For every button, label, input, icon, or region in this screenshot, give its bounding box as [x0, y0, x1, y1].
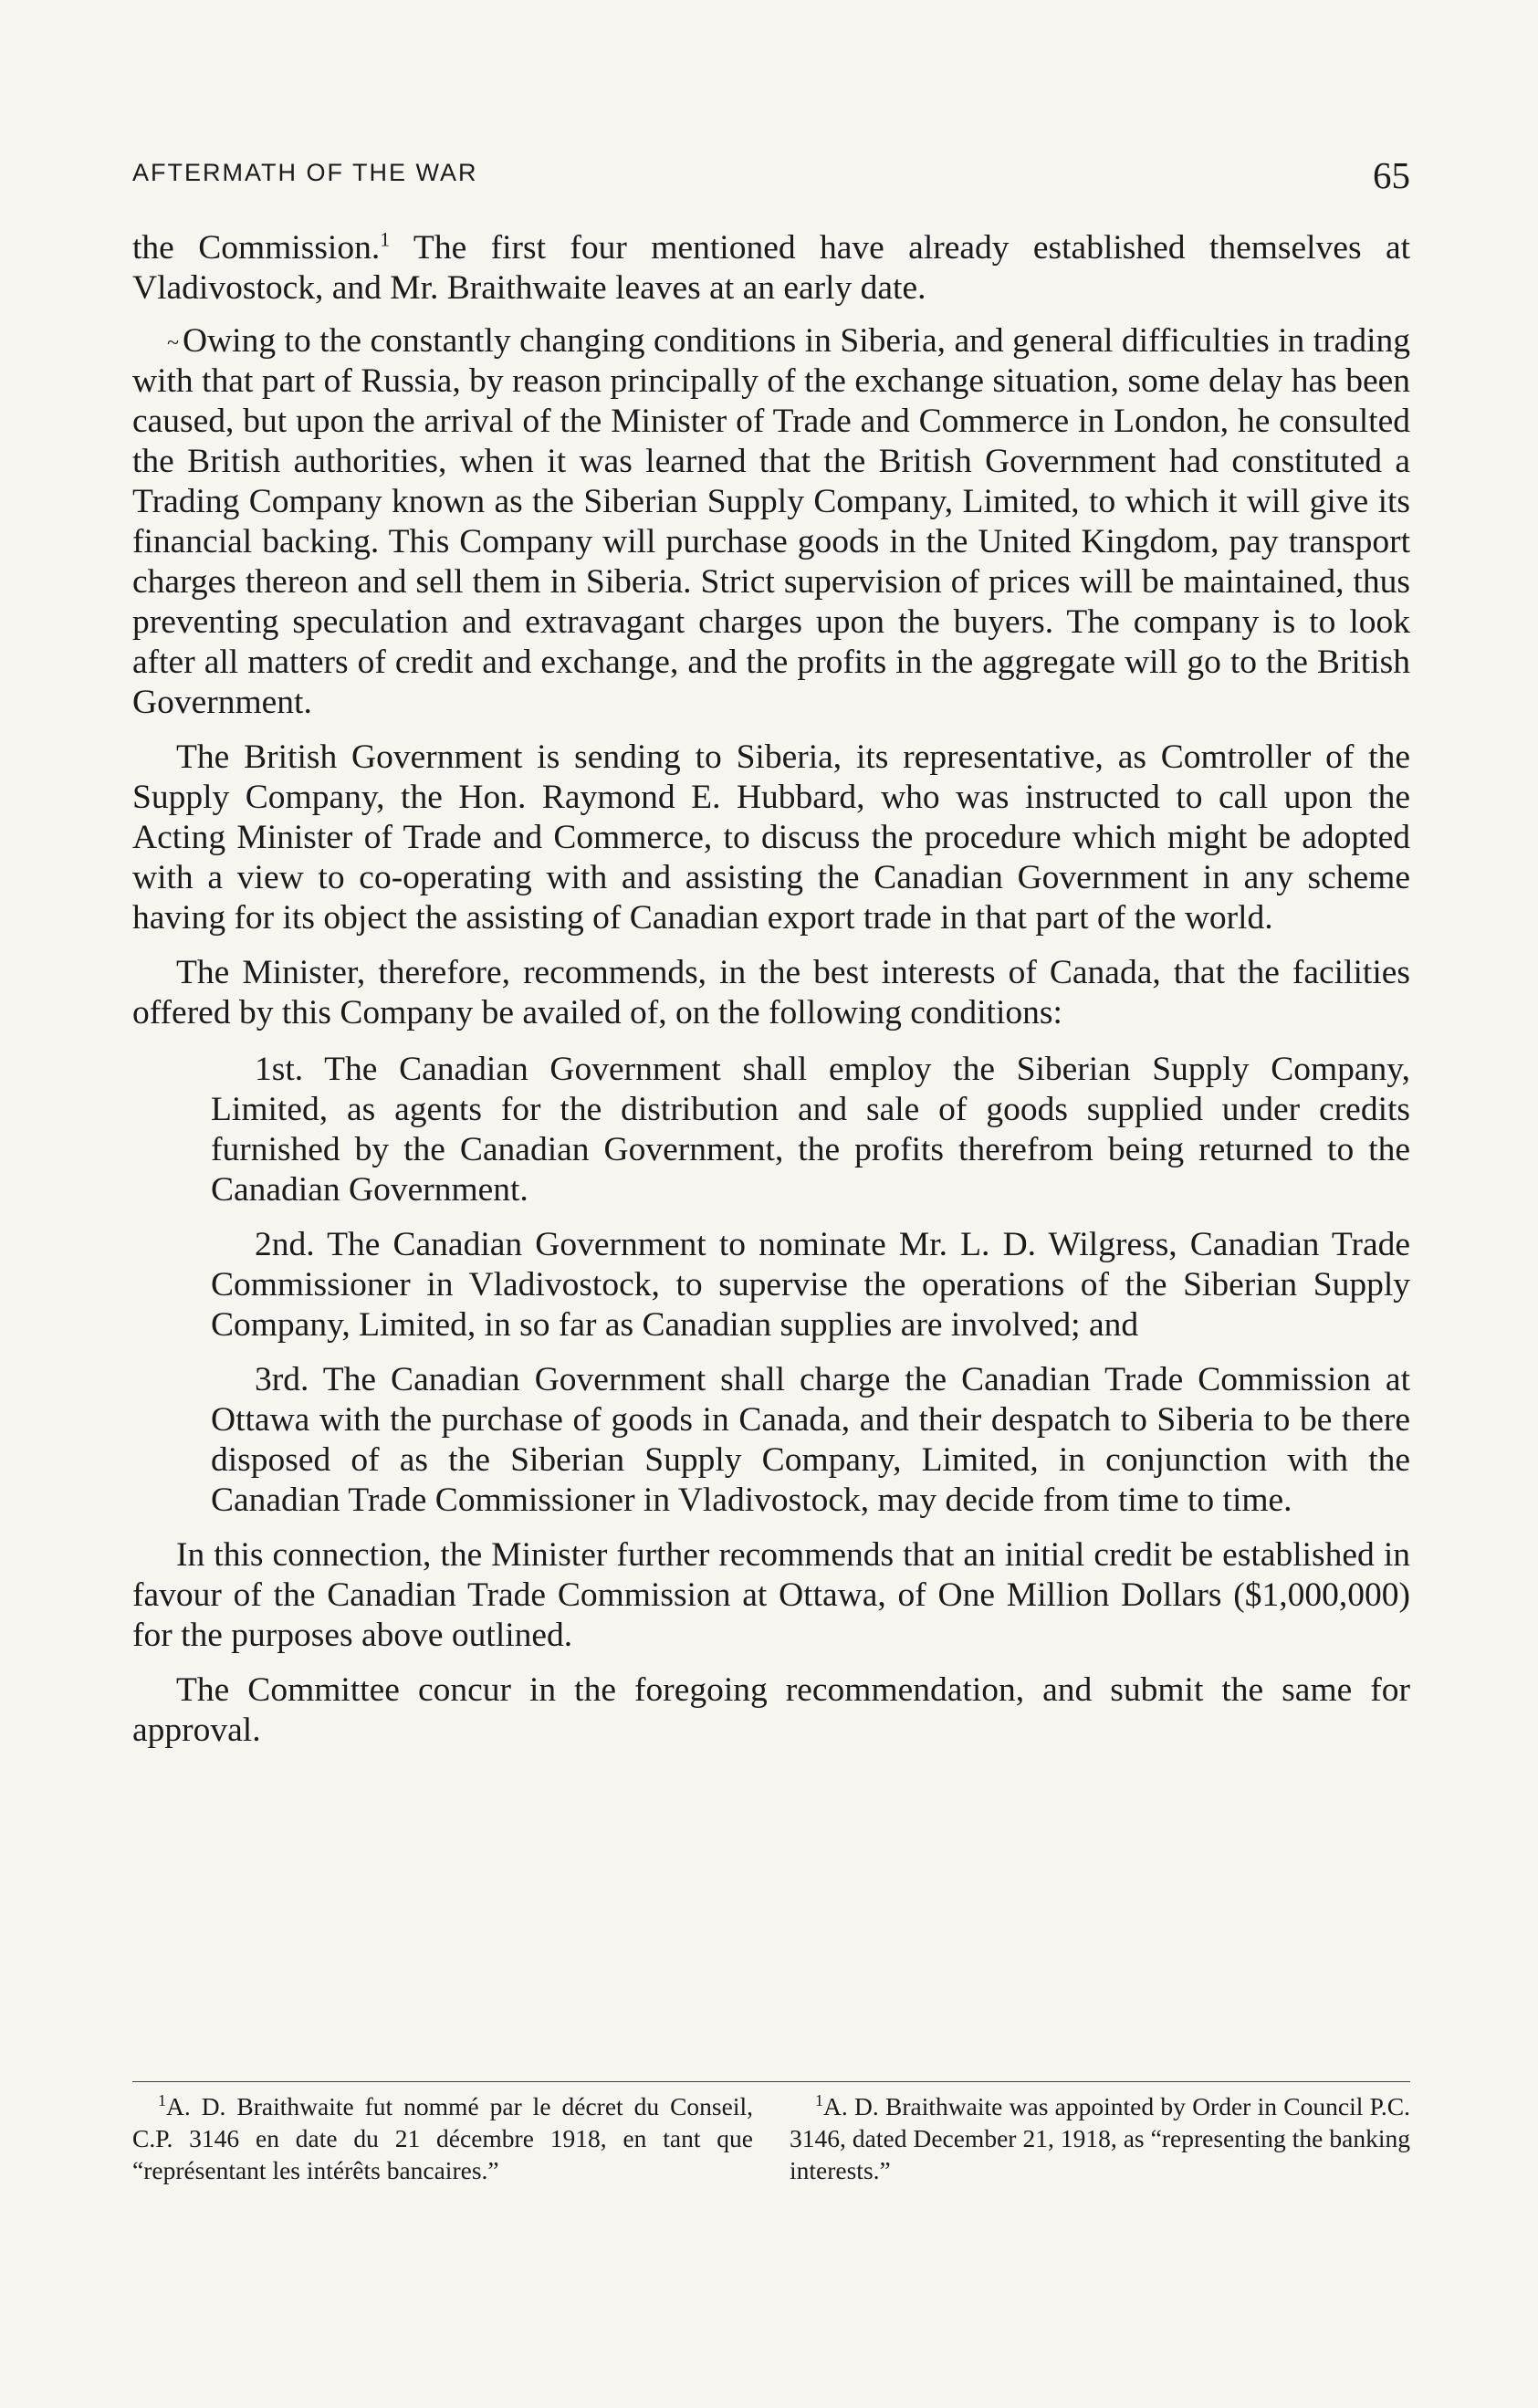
paragraph-text: The first four mentioned have already established themselves at Vladivostock, and Mr. Braithwaite leaves at an early date. — [132, 229, 1411, 307]
footnote-french — [132, 2090, 753, 2186]
paragraph-text: The Minister, therefore, recommends, in the best interests of Canada, that the facilities offered by this Company be availed of, on the following conditions: — [132, 954, 1410, 1031]
page-number: 65 — [1373, 154, 1410, 196]
body-text — [132, 228, 1410, 1765]
footnote-mark: 1 — [815, 2090, 823, 2110]
running-title: AFTERMATH OF THE WAR — [132, 159, 478, 186]
footnote-reference: 1 — [380, 227, 391, 251]
paragraph-british-comptroller — [132, 738, 1410, 938]
paragraph-text: In this connection, the Minister further recommends that an initial credit be established in favour of the Canadian Trade Commission at Ottawa, of One Million Dollars ($1,000,000) for the purposes above outlined. — [132, 1536, 1410, 1654]
paragraph-initial-credit — [132, 1535, 1410, 1656]
condition-text: 1st. The Canadian Government shall employ the Siberian Supply Company, Limited, as agents for the distribution and sale of goods supplied under credits furnished by the Canadian Government, the profits therefrom being returned to the Canadian Government. — [211, 1051, 1410, 1209]
footnote-text: A. D. Braithwaite was appointed by Order in Council P.C. 3146, dated December 21, 1918, as “representing the banking interests.” — [790, 2092, 1410, 2184]
footnote-mark: 1 — [158, 2090, 166, 2110]
paragraph-committee-concur — [132, 1670, 1410, 1751]
footnote-rule — [132, 2081, 1410, 2082]
condition-3 — [211, 1360, 1410, 1521]
condition-text: 2nd. The Canadian Government to nominate Mr. L. D. Wilgress, Canadian Trade Commissioner in Vladivostock, to supervise the operations of the Siberian Supply Company, Limited, in so far as Canadian supplies are involved; and — [211, 1226, 1410, 1344]
running-header — [132, 153, 1410, 199]
paragraph-text: Owing to the constantly changing conditions in Siberia, and general difficulties in trading with that part of Russia, by reason principally of the exchange situation, some delay has been caused, but upon the arrival of the Minister of Trade and Commerce in London, he consulted the British authorities, when it was learned that the British Government had constituted a Trading Company known as the Siberian Supply Company, Limited, to which it will give its financial backing. This Company will purchase goods in the United Kingdom, pay transport charges thereon and sell them in Siberia. Strict supervision of prices will be maintained, thus preventing speculation and extravagant charges upon the buyers. The company is to look after all matters of credit and exchange, and the profits in the aggregate will go to the British Government. — [132, 322, 1410, 721]
paragraph-minister-recommends — [132, 953, 1410, 1033]
condition-2 — [211, 1225, 1410, 1345]
condition-text: 3rd. The Canadian Government shall charge the Canadian Trade Commission at Ottawa with the purchase of goods in Canada, and their despatch to Siberia to be there disposed of as the Siberian Supply Company, Limited, in conjunction with the Canadian Trade Commissioner in Vladivostock, may decide from time to time. — [211, 1361, 1410, 1519]
condition-1 — [211, 1050, 1410, 1210]
footnote-english — [790, 2090, 1410, 2186]
paragraph-siberia-trading — [132, 321, 1410, 723]
margin-mark: ~ — [167, 331, 179, 355]
paragraph-text: The British Government is sending to Siberia, its representative, as Comtroller of the Supply Company, the Hon. Raymond E. Hubbard, who was instructed to call upon the Acting Minister of Trade and Commerce, to discuss the procedure which might be adopted with a view to co-operating with and assisting the Canadian Government in any scheme having for its object the assisting of Canadian export trade in that part of the world. — [132, 738, 1410, 937]
paragraph-continued — [132, 228, 1410, 309]
paragraph-text: The Committee concur in the foregoing recommendation, and submit the same for approval. — [132, 1671, 1410, 1749]
footnote-text: A. D. Braithwaite fut nommé par le décret du Conseil, C.P. 3146 en date du 21 décembre 1918, en tant que “représentant les intérêts bancaires.” — [132, 2092, 753, 2184]
paragraph-text: the Commission. — [132, 229, 381, 267]
